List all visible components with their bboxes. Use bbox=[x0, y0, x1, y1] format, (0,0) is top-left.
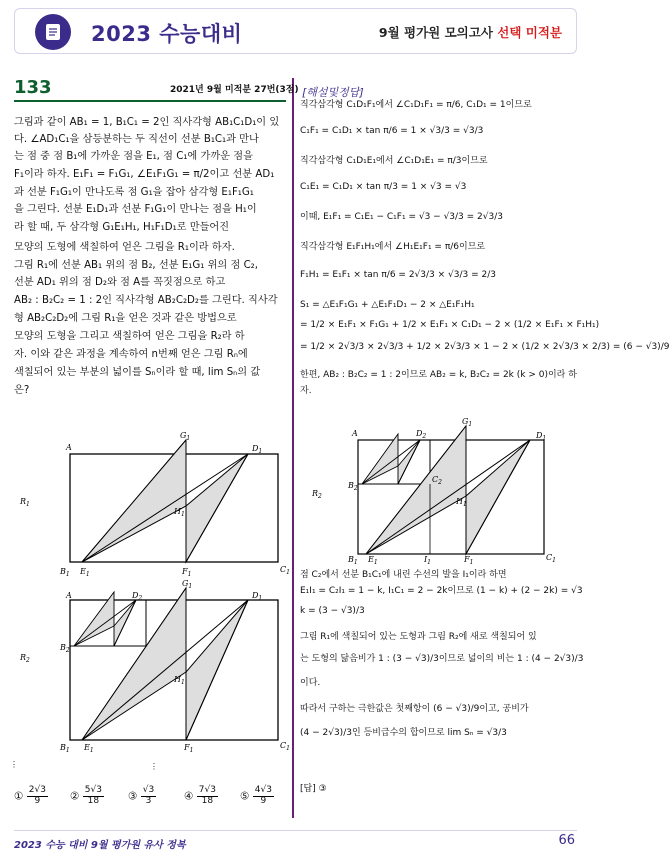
problem-line: 그림과 같이 AB₁ = 1, B₁C₁ = 2인 직사각형 AB₁C₁D₁이 있 bbox=[14, 117, 280, 128]
choice-mark: ④ bbox=[184, 790, 194, 803]
solution-line: = 1/2 × E₁F₁ × F₁G₁ + 1/2 × E₁F₁ × C₁D₁ − 2 × (1/2 × E₁F₁ × F₁H₁) bbox=[300, 320, 600, 330]
r2-label-b2: $B_2$ bbox=[60, 643, 70, 654]
sol-label-r2: $R_2$ bbox=[312, 489, 322, 500]
problem-line: 색칠되어 있는 부분의 넓이를 Sₙ이라 할 때, lim Sₙ의 값 bbox=[14, 367, 261, 378]
solution-line: C₁E₁ = C₁D₁ × tan π/3 = 1 × √3 = √3 bbox=[300, 182, 467, 192]
choice-2[interactable] bbox=[70, 786, 104, 807]
choice-4[interactable] bbox=[184, 786, 218, 807]
solution-line: S₁ = △E₁F₁G₁ + △E₁F₁D₁ − 2 × △E₁F₁H₁ bbox=[300, 300, 475, 310]
sol-label-d1: $D_1$ bbox=[536, 431, 547, 442]
header-title: 2023 수능대비 bbox=[91, 22, 243, 46]
sol-label-b1: $B_1$ bbox=[348, 555, 358, 566]
problem-line: 선분 AD₁ 위의 점 D₂와 점 A를 꼭짓점으로 하고 bbox=[14, 277, 226, 288]
solution-line: 점 C₂에서 선분 B₁C₁에 내린 수선의 발을 I₁이라 하면 bbox=[300, 570, 507, 580]
choice-numerator: 5√3 bbox=[84, 785, 102, 795]
r2-label-a: A bbox=[66, 591, 72, 600]
choice-numerator: 2√3 bbox=[28, 785, 46, 795]
r2-label-d2: $D_2$ bbox=[132, 591, 143, 602]
dots-right: ⋮ bbox=[150, 762, 158, 771]
solution-line: F₁H₁ = E₁F₁ × tan π/6 = 2√3/3 × √3/3 = 2/3 bbox=[300, 270, 496, 280]
r1-label-h1: $H_1$ bbox=[174, 507, 185, 518]
choice-mark: ⑤ bbox=[240, 790, 250, 803]
solution-line: = 1/2 × 2√3/3 × 2√3/3 + 1/2 × 2√3/3 × 1 − 2 × (1/2 × 2√3/3 × 2/3) = (6 − √3)/9 bbox=[300, 342, 669, 352]
solution-line: 직각삼각형 E₁F₁H₁에서 ∠H₁E₁F₁ = π/6이므로 bbox=[300, 242, 486, 252]
problem-line: 을 그린다. 선분 E₁D₁과 선분 F₁G₁이 만나는 점을 H₁이 bbox=[14, 204, 257, 215]
scroll-icon bbox=[35, 14, 71, 50]
sol-label-g1: $G_1$ bbox=[462, 417, 473, 428]
page-header bbox=[14, 8, 577, 54]
column-divider bbox=[292, 78, 294, 818]
solution-line: 이때, E₁F₁ = C₁E₁ − C₁F₁ = √3 − √3/3 = 2√3/3 bbox=[300, 212, 503, 222]
sol-label-i1: $I_1$ bbox=[424, 555, 431, 566]
sol-label-a: A bbox=[352, 429, 358, 438]
solution-line: 한편, AB₂ : B₂C₂ = 1 : 2이므로 AB₂ = k, B₂C₂ = 2k (k > 0)이라 하 bbox=[300, 370, 577, 380]
solution-title: [해설및정답] bbox=[302, 86, 364, 99]
problem-line: 다. ∠AD₁C₁을 삼등분하는 두 직선이 선분 B₁C₁과 만나 bbox=[14, 134, 259, 145]
solution-line: 직각삼각형 C₁D₁F₁에서 ∠C₁D₁F₁ = π/6, C₁D₁ = 1이므로 bbox=[300, 100, 532, 110]
choice-mark: ③ bbox=[128, 790, 138, 803]
solution-line: [답] ③ bbox=[300, 784, 327, 794]
r1-label-d1: $D_1$ bbox=[252, 444, 263, 455]
solution-line: E₁I₁ = C₂I₁ = 1 − k, I₁C₁ = 2 − 2k이므로 (1 − k) + (2 − 2k) = √3 bbox=[300, 586, 583, 596]
solution-line: 이다. bbox=[300, 678, 321, 688]
choice-denominator: 9 bbox=[34, 795, 41, 806]
choice-numerator: √3 bbox=[142, 785, 155, 795]
choice-denominator: 3 bbox=[145, 795, 152, 806]
sol-label-d2: $D_2$ bbox=[416, 429, 427, 440]
footer-note: 2023 수능 대비 9월 평가원 유사 정복 bbox=[14, 840, 186, 851]
problem-number: 133 bbox=[14, 77, 52, 98]
problem-line: F₁이라 하자. E₁F₁ = F₁G₁, ∠E₁F₁G₁ = π/2이고 선분 AD₁ bbox=[14, 169, 275, 180]
r1-label-e1: $E_1$ bbox=[80, 567, 90, 578]
figure-r2 bbox=[14, 579, 290, 754]
choice-numerator: 7√3 bbox=[198, 785, 216, 795]
problem-line: 과 선분 F₁G₁이 만나도록 점 G₁을 잡아 삼각형 E₁F₁G₁ bbox=[14, 187, 254, 198]
r1-label-b1: $B_1$ bbox=[60, 567, 70, 578]
choice-5[interactable] bbox=[240, 786, 274, 807]
sol-label-b2: $B_2$ bbox=[348, 481, 358, 492]
problem-line: 그림 R₁에 선분 AB₁ 위의 점 B₂, 선분 E₁G₁ 위의 점 C₂, bbox=[14, 260, 259, 271]
problem-line: AB₂ : B₂C₂ = 1 : 2인 직사각형 AB₂C₂D₂를 그린다. 직사각 bbox=[14, 295, 278, 306]
header-subtitle: 9월 평가원 모의고사 선택 미적분 bbox=[378, 25, 562, 40]
footer-rule bbox=[14, 830, 577, 831]
r1-label-g1: $G_1$ bbox=[180, 431, 191, 442]
r2-label-e1: $E_1$ bbox=[84, 743, 94, 754]
r1-name: $R_1$ bbox=[20, 497, 30, 508]
problem-rule bbox=[14, 100, 286, 102]
solution-line: 직각삼각형 C₁D₁E₁에서 ∠C₁D₁E₁ = π/3이므로 bbox=[300, 156, 488, 166]
problem-source: 2021년 9월 미적분 27번(3점) bbox=[170, 85, 299, 95]
r2-label-f1: $F_1$ bbox=[184, 743, 194, 754]
r2-name: $R_2$ bbox=[20, 653, 30, 664]
problem-line: 라 할 때, 두 삼각형 G₁E₁H₁, H₁F₁D₁로 만들어진 bbox=[14, 222, 230, 233]
problem-line: 자. 이와 같은 과정을 계속하여 n번째 얻은 그림 Rₙ에 bbox=[14, 349, 248, 360]
r1-label-f1: $F_1$ bbox=[182, 567, 192, 578]
sol-label-f1: $F_1$ bbox=[464, 555, 474, 566]
r2-label-h1: $H_1$ bbox=[174, 675, 185, 686]
choice-mark: ① bbox=[14, 790, 24, 803]
choice-denominator: 9 bbox=[260, 795, 267, 806]
page-number: 66 bbox=[558, 833, 575, 848]
sol-label-c1: $C_1$ bbox=[546, 553, 556, 564]
problem-line: 은? bbox=[14, 385, 30, 396]
choice-mark: ② bbox=[70, 790, 80, 803]
choice-denominator: 18 bbox=[87, 795, 100, 806]
solution-line: k = (3 − √3)/3 bbox=[300, 606, 365, 616]
r2-label-d1: $D_1$ bbox=[252, 591, 263, 602]
sol-label-c2: $C_2$ bbox=[432, 475, 442, 486]
problem-line: 형 AB₂C₂D₂에 그림 R₁을 얻은 것과 같은 방법으로 bbox=[14, 313, 237, 324]
r2-label-b1: $B_1$ bbox=[60, 743, 70, 754]
choice-1[interactable] bbox=[14, 786, 48, 807]
figure-r1 bbox=[14, 431, 290, 578]
choice-3[interactable] bbox=[128, 786, 156, 807]
solution-figure bbox=[300, 417, 580, 566]
r1-label-a: A bbox=[66, 443, 72, 452]
solution-line: (4 − 2√3)/3인 등비급수의 합이므로 lim Sₙ = √3/3 bbox=[300, 728, 507, 738]
choice-numerator: 4√3 bbox=[254, 785, 272, 795]
solution-line: 는 도형의 닮음비가 1 : (3 − √3)/3이므로 넓이의 비는 1 : (4 − 2√3)/3 bbox=[300, 654, 584, 664]
sol-label-h1: $H_1$ bbox=[456, 497, 467, 508]
r2-label-g1: $G_1$ bbox=[182, 579, 193, 590]
dots-left: ⋮ bbox=[10, 760, 18, 769]
sol-label-e1: $E_1$ bbox=[368, 555, 378, 566]
r2-label-c1: $C_1$ bbox=[280, 741, 290, 752]
choice-denominator: 18 bbox=[201, 795, 214, 806]
problem-line: 모양의 도형에 색칠하여 얻은 그림을 R₁이라 하자. bbox=[14, 242, 235, 253]
solution-line: 자. bbox=[300, 386, 312, 396]
solution-line: 그림 R₁에 색칠되어 있는 도형과 그림 R₂에 새로 색칠되어 있 bbox=[300, 632, 537, 642]
problem-line: 는 점 중 점 B₁에 가까운 점을 E₁, 점 C₁에 가까운 점을 bbox=[14, 151, 253, 162]
solution-line: 따라서 구하는 극한값은 첫째항이 (6 − √3)/9이고, 공비가 bbox=[300, 704, 529, 714]
r1-label-c1: $C_1$ bbox=[280, 565, 290, 576]
problem-line: 모양의 도형을 그리고 색칠하여 얻은 그림을 R₂라 하 bbox=[14, 331, 245, 342]
solution-line: C₁F₁ = C₁D₁ × tan π/6 = 1 × √3/3 = √3/3 bbox=[300, 126, 484, 136]
